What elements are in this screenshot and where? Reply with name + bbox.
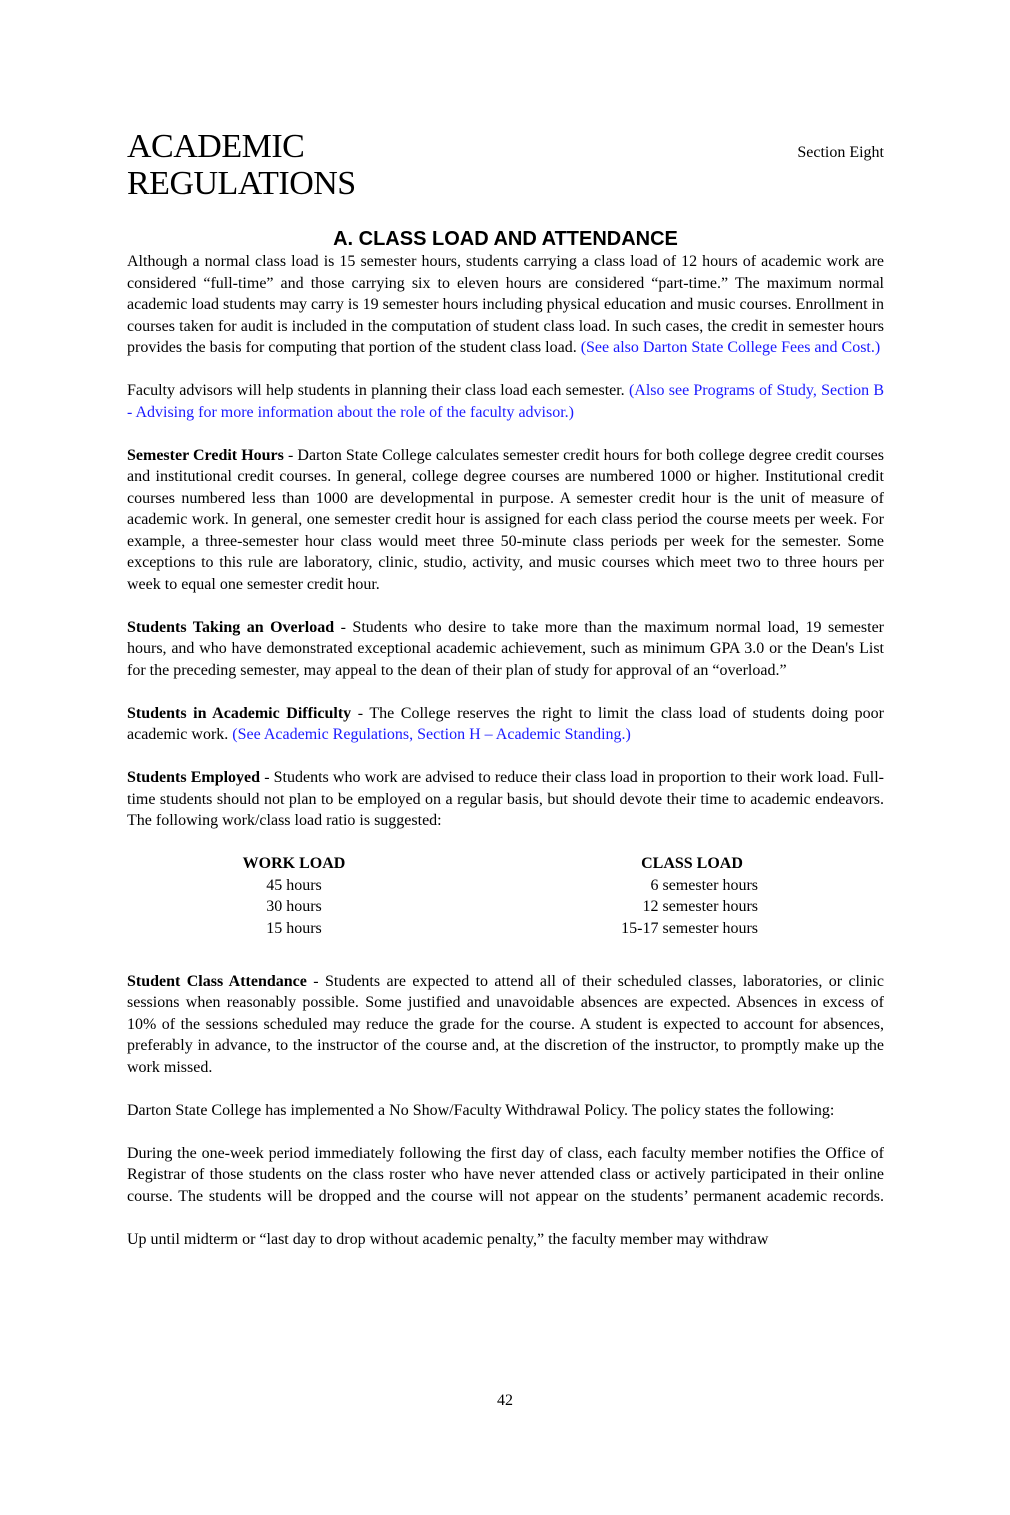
paragraph-students-employed xyxy=(127,767,884,832)
academic-standing-link[interactable]: (See Academic Regulations, Section H – Academic Standing.) xyxy=(232,726,631,743)
paragraph-heading: Students in Academic Difficulty xyxy=(127,704,352,722)
paragraph-text: - Students who desire to take more than the maximum normal load, 19 semester hours, and who have demonstrated exceptional academic achievement, such as minimum GPA 3.0 or the Dean's List for the preceding semester, may appeal to the dean of their plan of study for approval of an “overload.” xyxy=(127,618,884,679)
paragraph-heading: Students Employed xyxy=(127,769,261,786)
paragraph-text: During the one-week period immediately following the first day of class, each faculty member notifies the Office of Registrar of those students on the class roster who have never attended class or actively participated in their online course. The students will be dropped and the course will not appear on the students’ permanent academic records. xyxy=(127,1144,884,1205)
paragraph-semester-credit-hours xyxy=(127,445,884,596)
class-load-header: CLASS LOAD xyxy=(641,855,743,872)
work-class-load-table xyxy=(127,853,884,949)
fees-cost-link[interactable]: (See also Darton State College Fees and Cost.) xyxy=(580,339,881,356)
paragraph-text: - Darton State College calculates semester credit hours for both college degree credit courses and institutional credit courses. In general, college degree courses are numbered 1000 or higher. Institutional credit courses numbered less than 1000 are developmental in purpose. A semester credit hour is the unit of measure of academic work. In general, one semester credit hour is assigned for each class period the course meets per week. For example, a three-semester hour class would meet three 50-minute class periods per week for the semester. Some exceptions to this rule are laboratory, clinic, studio, activity, and music courses which meet two to three hours per week to equal one semester credit hour. xyxy=(127,446,884,593)
page-number: 42 xyxy=(497,1392,513,1409)
page-title xyxy=(127,128,356,202)
section-label: Section Eight xyxy=(797,144,884,161)
paragraph-heading: Student Class Attendance xyxy=(127,972,307,990)
paragraph-text: Although a normal class load is 15 semester hours, students carrying a class load of 12 hours of academic work are considered “full-time” and those carrying six to eleven hours are considered “part-time.” The maximum normal academic load students may carry is 19 semester hours including physical education and music courses. Enrollment in courses taken for audit is included in the computation of student class load. In such cases, the credit in semester hours provides the basis for computing that portion of the student class load. xyxy=(127,253,884,356)
paragraph-one-week-period xyxy=(127,1143,884,1208)
paragraph-academic-difficulty xyxy=(127,703,884,746)
class-load-cell: 15-17 semester hours xyxy=(621,919,758,937)
work-load-cell: 45 hours xyxy=(266,876,322,894)
page-title-line1: ACADEMIC xyxy=(127,128,305,165)
page-title-line2: REGULATIONS xyxy=(127,165,356,202)
paragraph-text: - Students are expected to attend all of their scheduled classes, laboratories, or clinic sessions when reasonably possible. Some justified and unavoidable absences are expected. Absences in excess of 10% of the sessions scheduled may reduce the grade for the course. A student is expected to account for absences, preferably in advance, to the instructor of the course and, at the discretion of the instructor, to promptly make up the work missed. xyxy=(127,972,884,1076)
page-content xyxy=(127,128,884,1272)
paragraph-overload xyxy=(127,617,884,682)
paragraph-no-show-policy xyxy=(127,1100,884,1122)
section-heading: A. CLASS LOAD AND ATTENDANCE xyxy=(333,228,678,250)
paragraph-text: - Students who work are advised to reduce their class load in proportion to their work load. Full-time students should not plan to be employed on a regular basis, but should devote their time to academic endeavors. The following work/class load ratio is suggested: xyxy=(127,769,885,829)
work-load-cell: 15 hours xyxy=(266,919,322,937)
title-row xyxy=(127,128,884,208)
class-load-cell: 6 semester hours xyxy=(650,876,758,894)
paragraph-class-load xyxy=(127,251,884,359)
paragraph-heading: Students Taking an Overload xyxy=(127,618,335,636)
paragraph-midterm xyxy=(127,1229,884,1251)
class-load-cell: 12 semester hours xyxy=(642,898,758,915)
work-load-header: WORK LOAD xyxy=(242,855,346,872)
paragraph-text: Faculty advisors will help students in planning their class load each semester. xyxy=(127,382,625,399)
paragraph-text: - The College reserves the right to limit the class load of students doing poor academic work. xyxy=(127,704,884,743)
paragraph-heading: Semester Credit Hours xyxy=(127,446,284,464)
paragraph-class-attendance xyxy=(127,971,884,1079)
work-load-cell: 30 hours xyxy=(266,898,322,915)
paragraph-text: Up until midterm or “last day to drop without academic penalty,” the faculty member may withdraw xyxy=(127,1230,769,1248)
paragraph-text: Darton State College has implemented a No Show/Faculty Withdrawal Policy. The policy states the following: xyxy=(127,1101,835,1119)
advising-link[interactable]: (Also see Programs of Study, Section B - Advising for more information about the role of the faculty advisor.) xyxy=(127,382,885,421)
paragraph-faculty-advisors xyxy=(127,380,884,423)
